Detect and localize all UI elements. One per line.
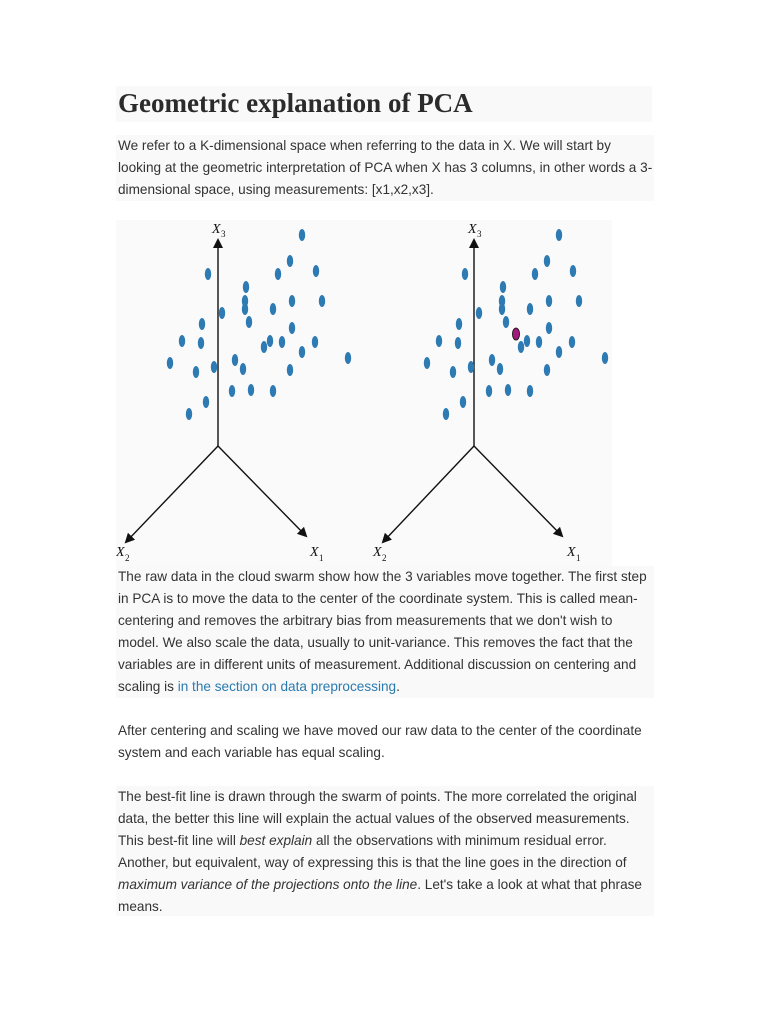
left-data-point bbox=[319, 295, 325, 307]
paragraph-after-centering: After centering and scaling we have moved our raw data to the center of the coordinate system and each variable has equal scaling. bbox=[118, 723, 642, 760]
right-data-point bbox=[518, 341, 524, 353]
left-data-point bbox=[203, 396, 209, 408]
left-x1-label: X bbox=[310, 545, 319, 560]
right-data-point bbox=[546, 295, 552, 307]
right-data-point bbox=[462, 268, 468, 280]
right-data-point bbox=[602, 352, 608, 364]
intro-paragraph: We refer to a K-dimensional space when referring to the data in X. We will start by looking at the geometric interpretation of PCA when X has 3 columns, in other words a 3-dimensional space, using measurements: [x1,x2,x3]. bbox=[116, 135, 654, 201]
page-title: Geometric explanation of PCA bbox=[118, 88, 473, 118]
left-data-point bbox=[312, 336, 318, 348]
p3-c: . Let's take a look at what that phrase means. bbox=[118, 877, 642, 914]
left-data-point bbox=[193, 366, 199, 378]
left-data-point bbox=[267, 335, 273, 347]
right-x2-label: X bbox=[373, 545, 382, 560]
right-data-point bbox=[503, 316, 509, 328]
left-data-point bbox=[240, 363, 246, 375]
right-data-point bbox=[456, 318, 462, 330]
right-panel-axes bbox=[372, 222, 581, 563]
right-data-point bbox=[460, 396, 466, 408]
right-x2-sub: 2 bbox=[382, 553, 387, 563]
left-data-point bbox=[261, 341, 267, 353]
left-data-point bbox=[287, 255, 293, 267]
left-data-point bbox=[199, 318, 205, 330]
paragraph-best-fit bbox=[116, 786, 654, 916]
p3-b: all the observations with minimum residual error. Another, but equivalent, way of expressing this is that the line goes in the direction of bbox=[118, 833, 627, 870]
mean-point bbox=[512, 328, 519, 340]
left-data-point bbox=[248, 384, 254, 396]
left-data-point bbox=[289, 295, 295, 307]
right-data-point bbox=[556, 346, 562, 358]
right-x3-sub: 3 bbox=[477, 229, 482, 239]
pca-axes-diagram bbox=[116, 220, 612, 568]
right-point-cloud bbox=[424, 229, 608, 420]
right-data-point bbox=[536, 336, 542, 348]
p1-end: . bbox=[396, 679, 400, 694]
right-data-point bbox=[532, 268, 538, 280]
right-data-point bbox=[544, 255, 550, 267]
left-data-point bbox=[243, 281, 249, 293]
right-data-point bbox=[424, 357, 430, 369]
left-data-point bbox=[289, 322, 295, 334]
left-x2-sub: 2 bbox=[125, 553, 130, 563]
right-data-point bbox=[569, 336, 575, 348]
left-x1-sub: 1 bbox=[319, 553, 324, 563]
right-data-point bbox=[576, 295, 582, 307]
left-data-point bbox=[205, 268, 211, 280]
right-data-point bbox=[570, 265, 576, 277]
right-data-point bbox=[436, 335, 442, 347]
left-data-point bbox=[232, 354, 238, 366]
right-data-point bbox=[489, 354, 495, 366]
right-data-point bbox=[527, 303, 533, 315]
p3-a: The best-fit line is drawn through the swarm of points. The more correlated the original data, the better this line will explain the actual values of the observed measurements. This best-fit line will bbox=[118, 789, 637, 848]
right-data-point bbox=[450, 366, 456, 378]
left-data-point bbox=[219, 307, 225, 319]
right-data-point bbox=[455, 337, 461, 349]
right-data-point bbox=[556, 229, 562, 241]
right-data-point bbox=[546, 322, 552, 334]
left-data-point bbox=[186, 408, 192, 420]
right-data-point bbox=[500, 281, 506, 293]
left-data-point bbox=[246, 316, 252, 328]
right-data-point bbox=[505, 384, 511, 396]
left-data-point bbox=[299, 229, 305, 241]
right-x3-label: X bbox=[468, 222, 477, 237]
left-data-point bbox=[270, 303, 276, 315]
paragraph-mean-centering bbox=[116, 566, 654, 698]
left-data-point bbox=[211, 361, 217, 373]
left-x3-sub: 3 bbox=[221, 229, 226, 239]
left-data-point bbox=[279, 336, 285, 348]
left-panel-axes bbox=[116, 222, 324, 563]
left-data-point bbox=[299, 346, 305, 358]
left-point-cloud bbox=[167, 229, 351, 420]
p3-emphasis-max-variance: maximum variance of the projections onto the line bbox=[118, 877, 418, 892]
p1-text: The raw data in the cloud swarm show how the 3 variables move together. The first step in PCA is to move the data to the center of the coordinate system. This is called mean-centering and removes the arbitrary bias from measurements that we don't wish to model. We also scale the data, usually to unit-variance. This removes the fact that the variables are in different units of measurement. Additional discussion on centering and scaling is bbox=[118, 569, 647, 694]
right-data-point bbox=[544, 364, 550, 376]
left-data-point bbox=[287, 364, 293, 376]
left-x2-label: X bbox=[116, 545, 125, 560]
title-block bbox=[116, 86, 652, 122]
right-data-point bbox=[486, 385, 492, 397]
right-data-point bbox=[497, 363, 503, 375]
right-data-point bbox=[443, 408, 449, 420]
right-x1-sub: 1 bbox=[576, 553, 581, 563]
right-data-point bbox=[468, 361, 474, 373]
data-preprocessing-link[interactable]: in the section on data preprocessing bbox=[177, 679, 397, 694]
left-data-point bbox=[229, 385, 235, 397]
right-data-point bbox=[524, 335, 530, 347]
left-data-point bbox=[198, 337, 204, 349]
pca-figure bbox=[116, 220, 612, 568]
right-x1-label: X bbox=[567, 545, 576, 560]
p3-emphasis-best-explain: best explain bbox=[239, 833, 313, 848]
left-data-point bbox=[167, 357, 173, 369]
left-x3-label: X bbox=[212, 222, 221, 237]
left-data-point bbox=[179, 335, 185, 347]
left-data-point bbox=[242, 303, 248, 315]
left-data-point bbox=[275, 268, 281, 280]
right-data-point bbox=[476, 307, 482, 319]
right-data-point bbox=[499, 303, 505, 315]
left-data-point bbox=[313, 265, 319, 277]
left-data-point bbox=[345, 352, 351, 364]
right-data-point bbox=[527, 385, 533, 397]
left-data-point bbox=[270, 385, 276, 397]
